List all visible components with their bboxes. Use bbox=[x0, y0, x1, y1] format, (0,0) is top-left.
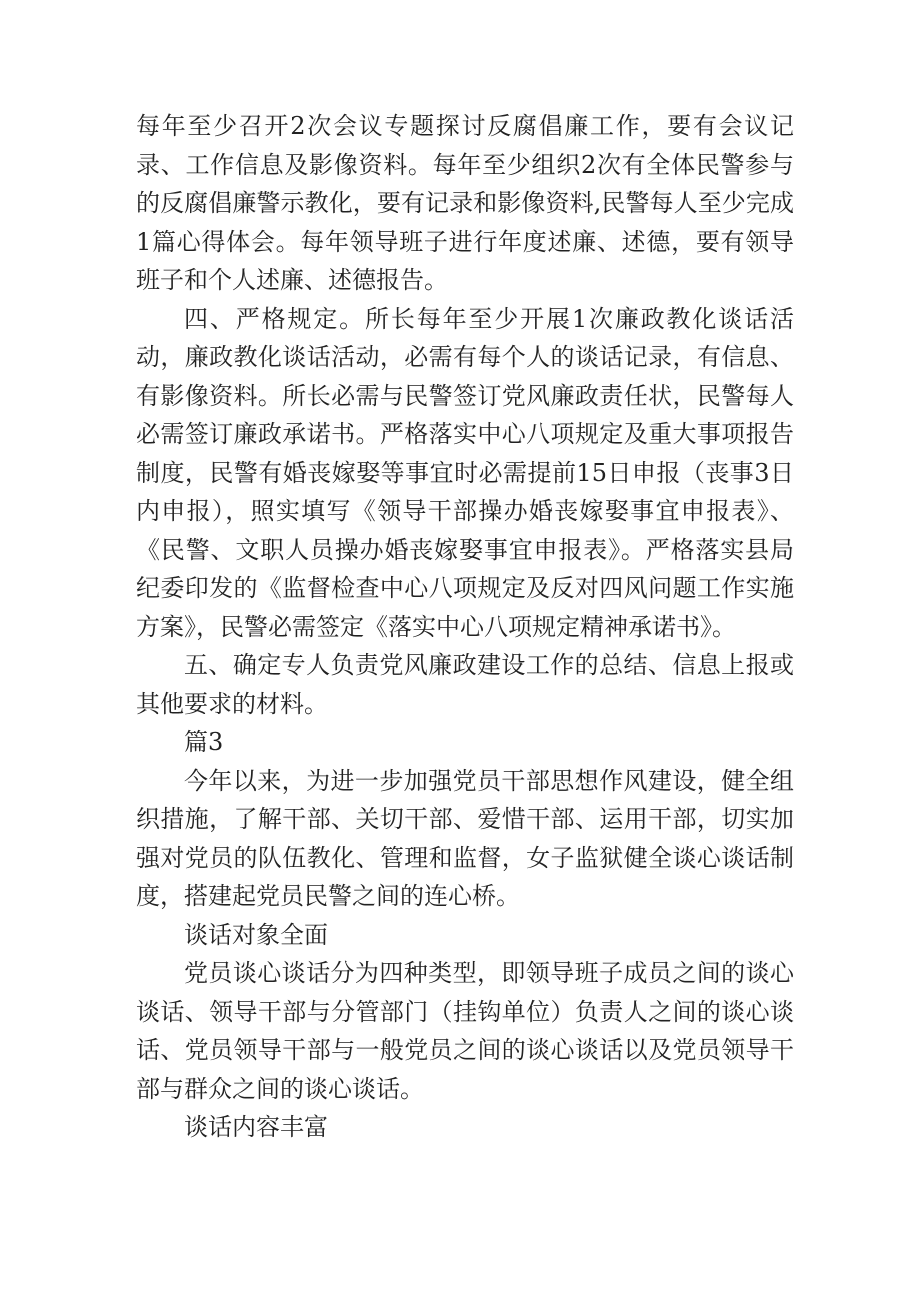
paragraph-talk-types: 党员谈心谈话分为四种类型，即领导班子成员之间的谈心谈话、领导干部与分管部门（挂钩单位）负责人之间的谈心谈话、党员领导干部与一般党员之间的谈心谈话以及党员领导干部与群众之间的谈心谈话。 bbox=[136, 959, 794, 1103]
paragraph-section-four: 四、严格规定。所长每年至少开展1次廉政教化谈话活动，廉政教化谈话活动，必需有每个人的谈话记录，有信息、有影像资料。所长必需与民警签订党风廉政责任状，民警每人必需签订廉政承诺书。严格落实中心八项规定及重大事项报告制度，民警有婚丧嫁娶等事宜时必需提前15日申报（丧事3日内申报），照实填写《领导干部操办婚丧嫁娶事宜申报表》、《民警、文职人员操办婚丧嫁娶事宜申报表》。严格落实县局纪委印发的《监督检查中心八项规定及反对四风问题工作实施方案》，民警必需签定《落实中心八项规定精神承诺书》。 bbox=[136, 304, 794, 641]
paragraph-intro: 今年以来，为进一步加强党员干部思想作风建设，健全组织措施，了解干部、关切干部、爱惜干部、运用干部，切实加强对党员的队伍教化、管理和监督，女子监狱健全谈心谈话制度，搭建起党员民警之间的连心桥。 bbox=[136, 766, 794, 910]
subheading-talk-content: 谈话内容丰富 bbox=[184, 1113, 328, 1141]
subheading-talk-targets: 谈话对象全面 bbox=[184, 920, 328, 949]
paragraph-continued: 每年至少召开2次会议专题探讨反腐倡廉工作，要有会议记录、工作信息及影像资料。每年至少组织2次有全体民警参与的反腐倡廉警示教化，要有记录和影像资料,民警每人至少完成1篇心得体会。每年领导班子进行年度述廉、述德，要有领导班子和个人述廉、述德报告。 bbox=[136, 112, 794, 294]
chapter-heading: 篇3 bbox=[184, 728, 224, 756]
paragraph-section-five: 五、确定专人负责党风廉政建设工作的总结、信息上报或其他要求的材料。 bbox=[136, 651, 794, 718]
